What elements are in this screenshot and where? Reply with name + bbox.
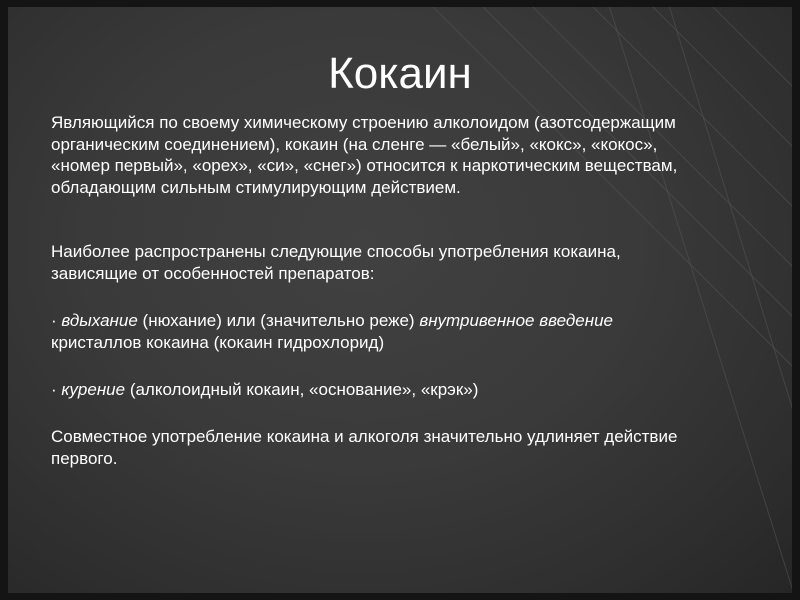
paragraph-definition: Являющийся по своему химическому строению алколоидом (азотсодержащим органическим соединением), кокаин (на сленге — «белый», «кокс», «кокос», «номер первый», «орех», «си», «снег») относится к наркотическим веществам, обладающим сильным стимулирующим действием. [51, 113, 678, 197]
term-smoking: курение [61, 380, 126, 399]
bullet-marker: · [51, 380, 62, 399]
term-inhalation: вдыхание [61, 311, 138, 330]
text-crack: (алколоидный кокаин, «основание», «крэк») [125, 380, 479, 399]
paragraph-methods-intro: Наиболее распространены следующие способы употребления кокаина, зависящие от особенностей препаратов: [51, 242, 621, 283]
paragraph-method-smoking [51, 379, 691, 401]
slide-title: Кокаин [328, 49, 472, 98]
term-intravenous: внутривенное введение [419, 311, 613, 330]
bullet-marker: · [51, 311, 62, 330]
text-sniffing: (нюхание) или (значительно реже) [137, 311, 420, 330]
paragraph-method-inhalation [51, 310, 691, 353]
paragraph-alcohol: Совместное употребление кокаина и алкоголя значительно удлиняет действие первого. [51, 427, 678, 468]
text-crystals: кристаллов кокаина (кокаин гидрохлорид) [51, 332, 385, 352]
